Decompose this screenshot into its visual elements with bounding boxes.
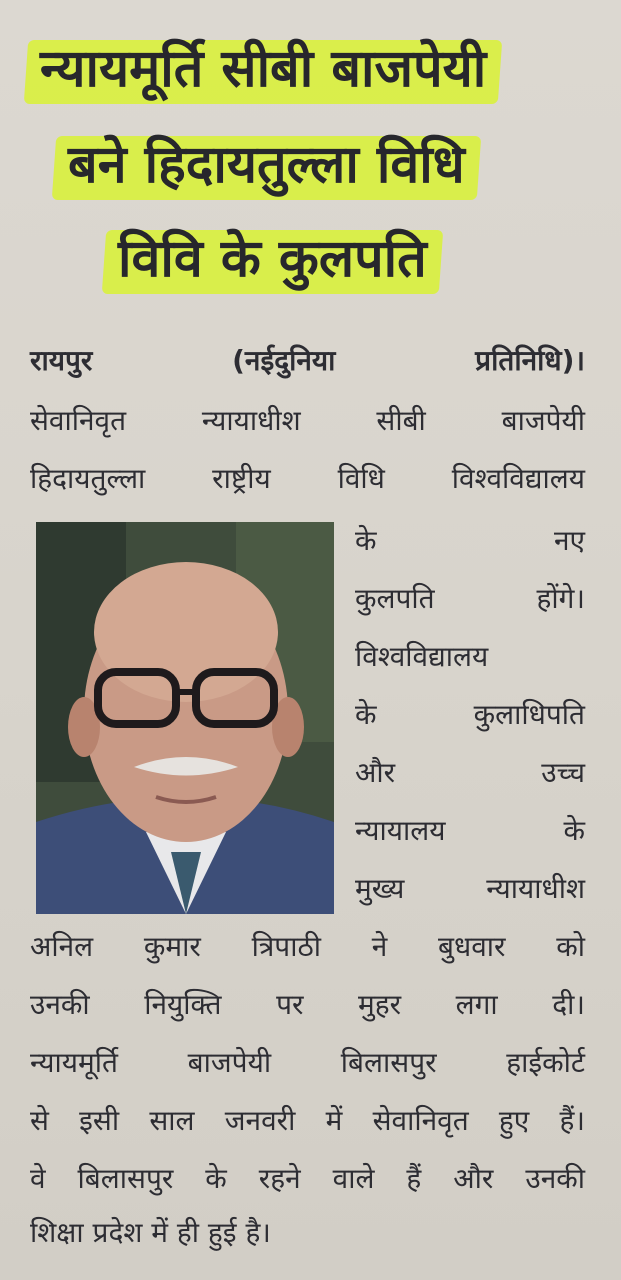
headline-text-1: न्यायमूर्ति सीबी बाजपेयी [40,39,487,99]
body-line: न्यायमूर्ति बाजपेयी बिलासपुर हाईकोर्ट [30,1046,585,1079]
headline-line-1 [40,30,486,108]
portrait-photo [36,522,334,914]
body-line: सेवानिवृत न्यायाधीश सीबी बाजपेयी [30,404,585,437]
side-line: और उच्च [355,756,585,789]
headline-text-2: बने हिदायतुल्ला विधि [68,135,465,195]
side-line: के नए [355,524,585,557]
body-line: से इसी साल जनवरी में सेवानिवृत हुए हैं। [30,1104,585,1137]
headline-line-2 [68,126,465,204]
side-line: मुख्य न्यायाधीश [355,872,585,905]
dateline: रायपुर (नईदुनिया प्रतिनिधि)। [30,344,585,377]
body-line: हिदायतुल्ला राष्ट्रीय विधि विश्वविद्यालय [30,462,585,495]
body-line-last: शिक्षा प्रदेश में ही हुई है। [30,1216,271,1249]
body-line: अनिल कुमार त्रिपाठी ने बुधवार को [30,930,585,963]
side-line: न्यायालय के [355,814,585,847]
body-line: उनकी नियुक्ति पर मुहर लगा दी। [30,988,585,1021]
side-line: कुलपति होंगे। [355,582,585,615]
body-line: वे बिलासपुर के रहने वाले हैं और उनकी [30,1162,585,1195]
headline-text-3: विवि के कुलपति [118,229,427,289]
side-line: के कुलाधिपति [355,698,585,731]
headline-line-3 [118,220,427,298]
portrait-illustration [36,522,334,914]
side-line: विश्वविद्यालय [355,640,489,673]
